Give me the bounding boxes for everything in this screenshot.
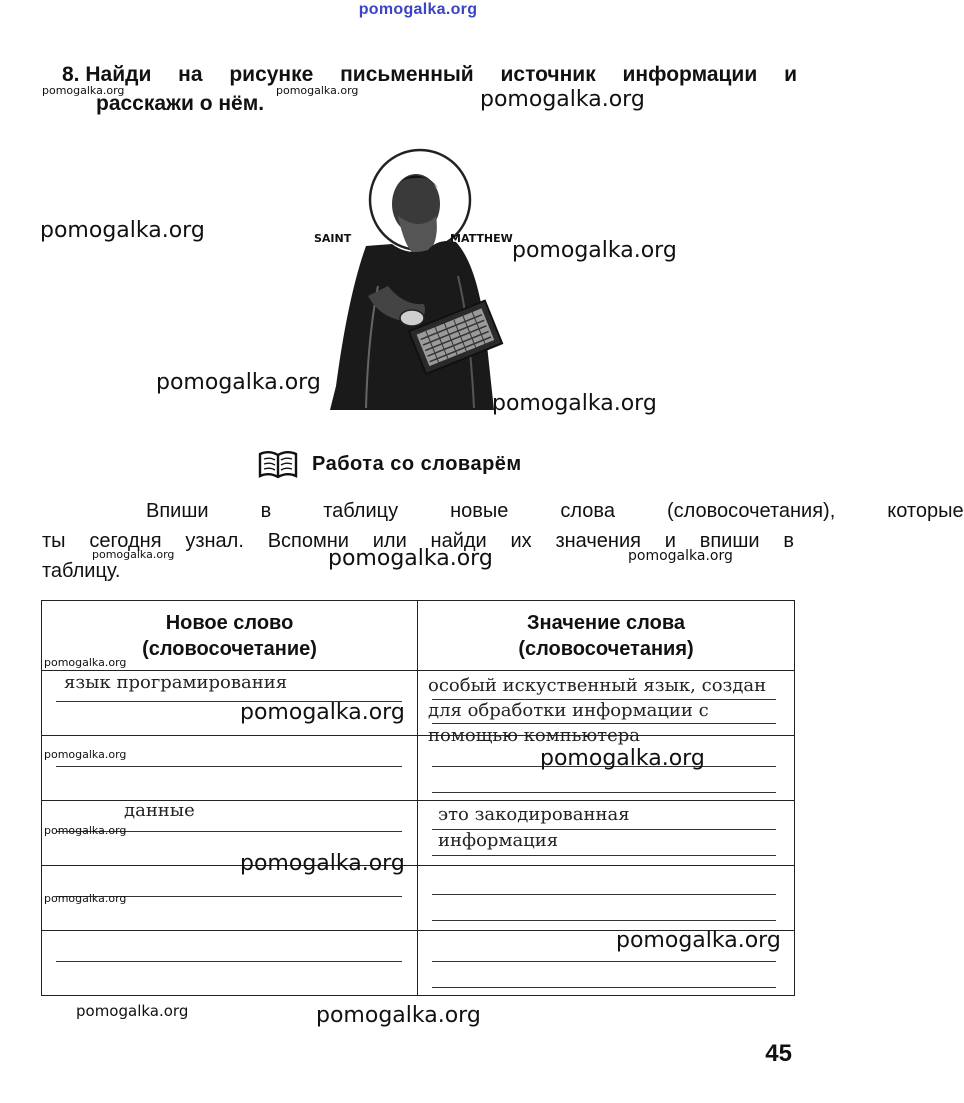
watermark-small: pomogalka.org (628, 548, 733, 564)
watermark-large: pomogalka.org (540, 746, 705, 771)
dictionary-heading (258, 446, 522, 482)
writing-line (432, 894, 776, 895)
writing-line (432, 829, 776, 830)
watermark-small: pomogalka.org (44, 748, 127, 761)
watermark-large: pomogalka.org (492, 391, 657, 416)
task-word: на (178, 63, 203, 86)
handwritten-word: язык програмирования (64, 672, 288, 693)
watermark-small: pomogalka.org (276, 84, 359, 97)
label-saint: SAINT (314, 232, 352, 245)
meaning-cell[interactable] (418, 866, 795, 931)
watermark-large: pomogalka.org (480, 87, 645, 112)
table-header-row (42, 601, 795, 671)
header-new-word: Новое слово (словосочетание) (42, 601, 418, 671)
watermark-large: pomogalka.org (240, 700, 405, 725)
instruction-line-2: ты сегодня узнал. Вспомни или найди их значения и впиши в (42, 530, 794, 552)
handwritten-meaning: особый искуственный язык, создан (428, 675, 767, 696)
instruction-line-3: таблицу. (42, 560, 121, 582)
table-row (42, 866, 795, 931)
task-word: информации (622, 63, 758, 86)
watermark-small: pomogalka.org (44, 824, 127, 837)
task-8 (62, 60, 797, 118)
meaning-cell[interactable] (418, 671, 795, 746)
table-row (42, 671, 795, 736)
writing-line (432, 723, 776, 724)
handwritten-meaning: информация (438, 830, 559, 851)
saint-matthew-picture (308, 146, 518, 410)
saint-matthew-illustration (308, 146, 518, 410)
watermark-large: pomogalka.org (328, 546, 493, 571)
dictionary-instruction (42, 496, 964, 586)
watermark-large: pomogalka.org (512, 238, 677, 263)
watermark-large: pomogalka.org (316, 1003, 481, 1028)
watermark-small: pomogalka.org (42, 84, 125, 97)
writing-line (56, 961, 402, 962)
watermark-top[interactable]: pomogalka.org (358, 1, 478, 18)
task-word: письменный (340, 63, 474, 86)
writing-line (432, 855, 776, 856)
task-word: и (784, 63, 797, 86)
task-line-2: расскажи о нём. (96, 92, 265, 115)
task-word: источник (500, 63, 596, 86)
watermark-small: pomogalka.org (44, 656, 127, 669)
handwritten-meaning: для обработки информации с (428, 700, 709, 721)
task-number: 8. Найди (62, 63, 152, 86)
instruction-line-1: Впиши в таблицу новые слова (словосочетания), которые (146, 500, 964, 522)
watermark-small: pomogalka.org (92, 548, 175, 561)
writing-line (432, 699, 776, 700)
handwritten-word: данные (124, 800, 195, 821)
page-number: 45 (765, 1040, 792, 1067)
book-icon (258, 449, 298, 479)
handwritten-meaning: помощью компьютера (428, 725, 641, 746)
table-row (42, 801, 795, 866)
writing-line (432, 920, 776, 921)
task-word: рисунке (229, 63, 314, 86)
task-line-1 (62, 60, 797, 89)
header-meaning: Значение слова (словосочетания) (418, 601, 795, 671)
writing-line (432, 961, 776, 962)
new-word-cell[interactable] (42, 931, 418, 996)
watermark-small: pomogalka.org (76, 1002, 189, 1020)
watermark-large: pomogalka.org (240, 851, 405, 876)
watermark-large: pomogalka.org (40, 218, 205, 243)
new-word-cell[interactable] (42, 736, 418, 801)
writing-line (56, 766, 402, 767)
watermark-large: pomogalka.org (616, 928, 781, 953)
writing-line (432, 792, 776, 793)
dictionary-title: Работа со словарём (312, 452, 522, 475)
handwritten-meaning: это закодированная (438, 804, 630, 825)
label-matthew: MATTHEW (450, 232, 513, 245)
writing-line (432, 987, 776, 988)
watermark-small: pomogalka.org (44, 892, 127, 905)
meaning-cell[interactable] (418, 801, 795, 866)
watermark-large: pomogalka.org (156, 370, 321, 395)
